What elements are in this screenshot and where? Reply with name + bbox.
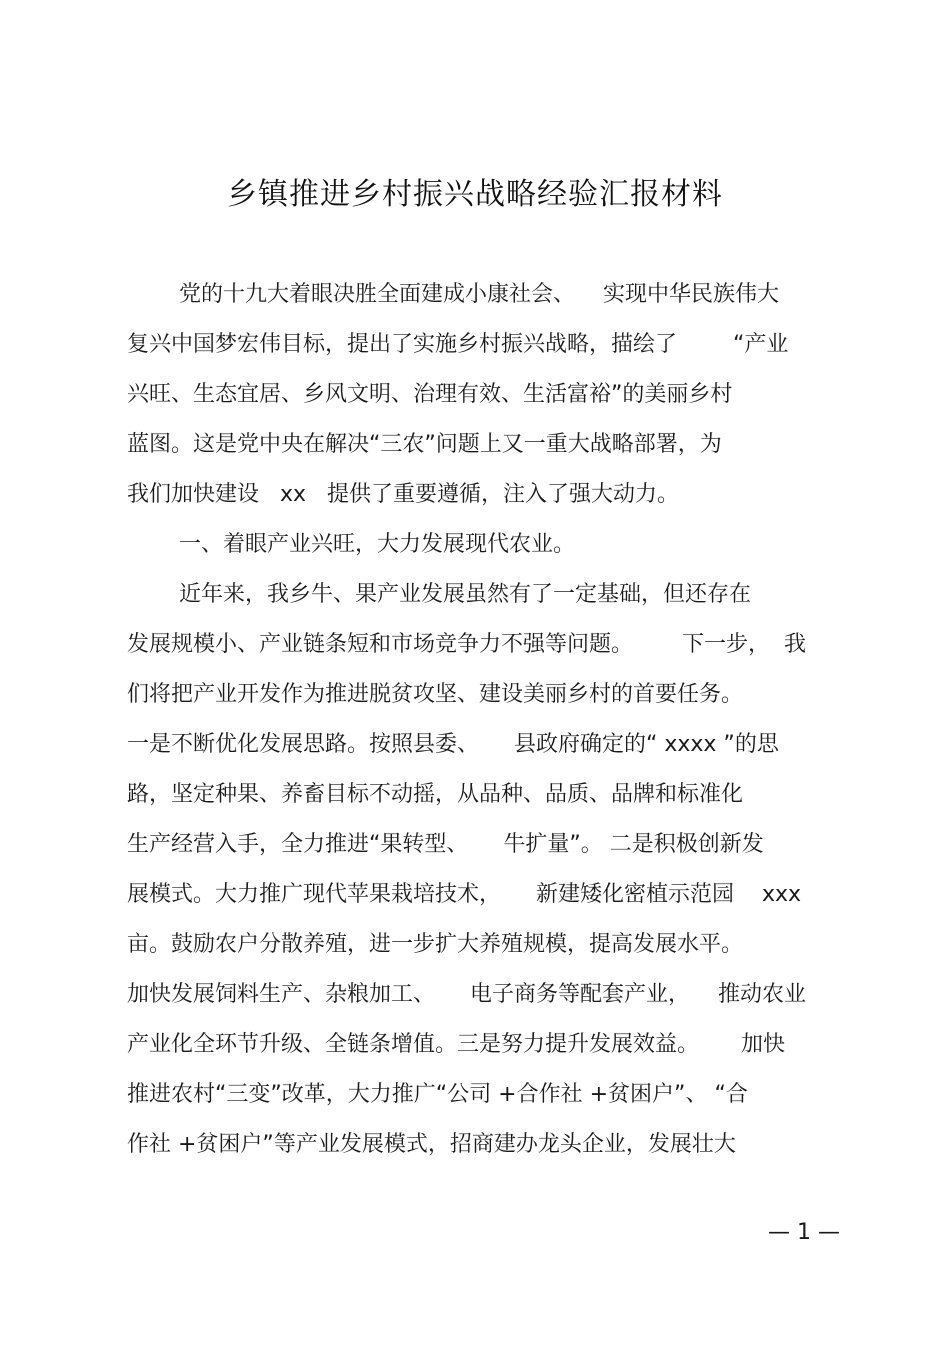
body-line: 党的十九大着眼决胜全面建成小康社会、 实现中华民族伟大	[179, 282, 779, 307]
document-title: 乡镇推进乡村振兴战略经验汇报材料	[227, 177, 723, 212]
body-line: 加快发展饲料生产、杂粮加工、 电子商务等配套产业， 推动农业	[127, 982, 806, 1007]
body-line: 近年来，我乡牛、果产业发展虽然有了一定基础，但还存在	[179, 582, 752, 607]
body-line: 一、着眼产业兴旺，大力发展现代农业。	[179, 532, 576, 557]
body-line: 亩。鼓励农户分散养殖，进一步扩大养殖规模，提高发展水平。	[127, 932, 744, 957]
body-line: 们将把产业开发作为推进脱贫攻坚、建设美丽乡村的首要任务。	[127, 682, 744, 707]
body-line: 推进农村“三变”改革，大力推广“公司 +合作社 +贫困户”、 “合	[127, 1082, 748, 1107]
page-number: — 1 —	[768, 1220, 840, 1245]
body-line: 生产经营入手，全力推进“果转型、 牛扩量”。 二是积极创新发	[127, 832, 764, 857]
body-line: 一是不断优化发展思路。按照县委、 县政府确定的“ xxxx ”的思	[127, 732, 779, 757]
body-line: 作社 +贫困户”等产业发展模式，招商建办龙头企业，发展壮大	[127, 1132, 736, 1157]
body-line: 蓝图。这是党中央在解决“三农”问题上又一重大战略部署，为	[127, 432, 722, 457]
body-line: 路，坚定种果、养畜目标不动摇，从品种、品质、品牌和标准化	[127, 782, 744, 807]
body-line: 复兴中国梦宏伟目标，提出了实施乡村振兴战略，描绘了 “产业	[127, 332, 789, 357]
body-line: 展模式。大力推广现代苹果栽培技术， 新建矮化密植示范园 xxx	[127, 882, 801, 907]
body-line: 产业化全环节升级、全链条增值。三是努力提升发展效益。 加快	[127, 1032, 785, 1057]
body-line: 兴旺、生态宜居、乡风文明、治理有效、生活富裕”的美丽乡村	[127, 382, 733, 407]
document-body	[127, 270, 830, 1170]
body-line: 我们加快建设 xx 提供了重要遵循，注入了强大动力。	[127, 482, 679, 507]
body-line: 发展规模小、产业链条短和市场竞争力不强等问题。 下一步， 我	[127, 632, 806, 657]
